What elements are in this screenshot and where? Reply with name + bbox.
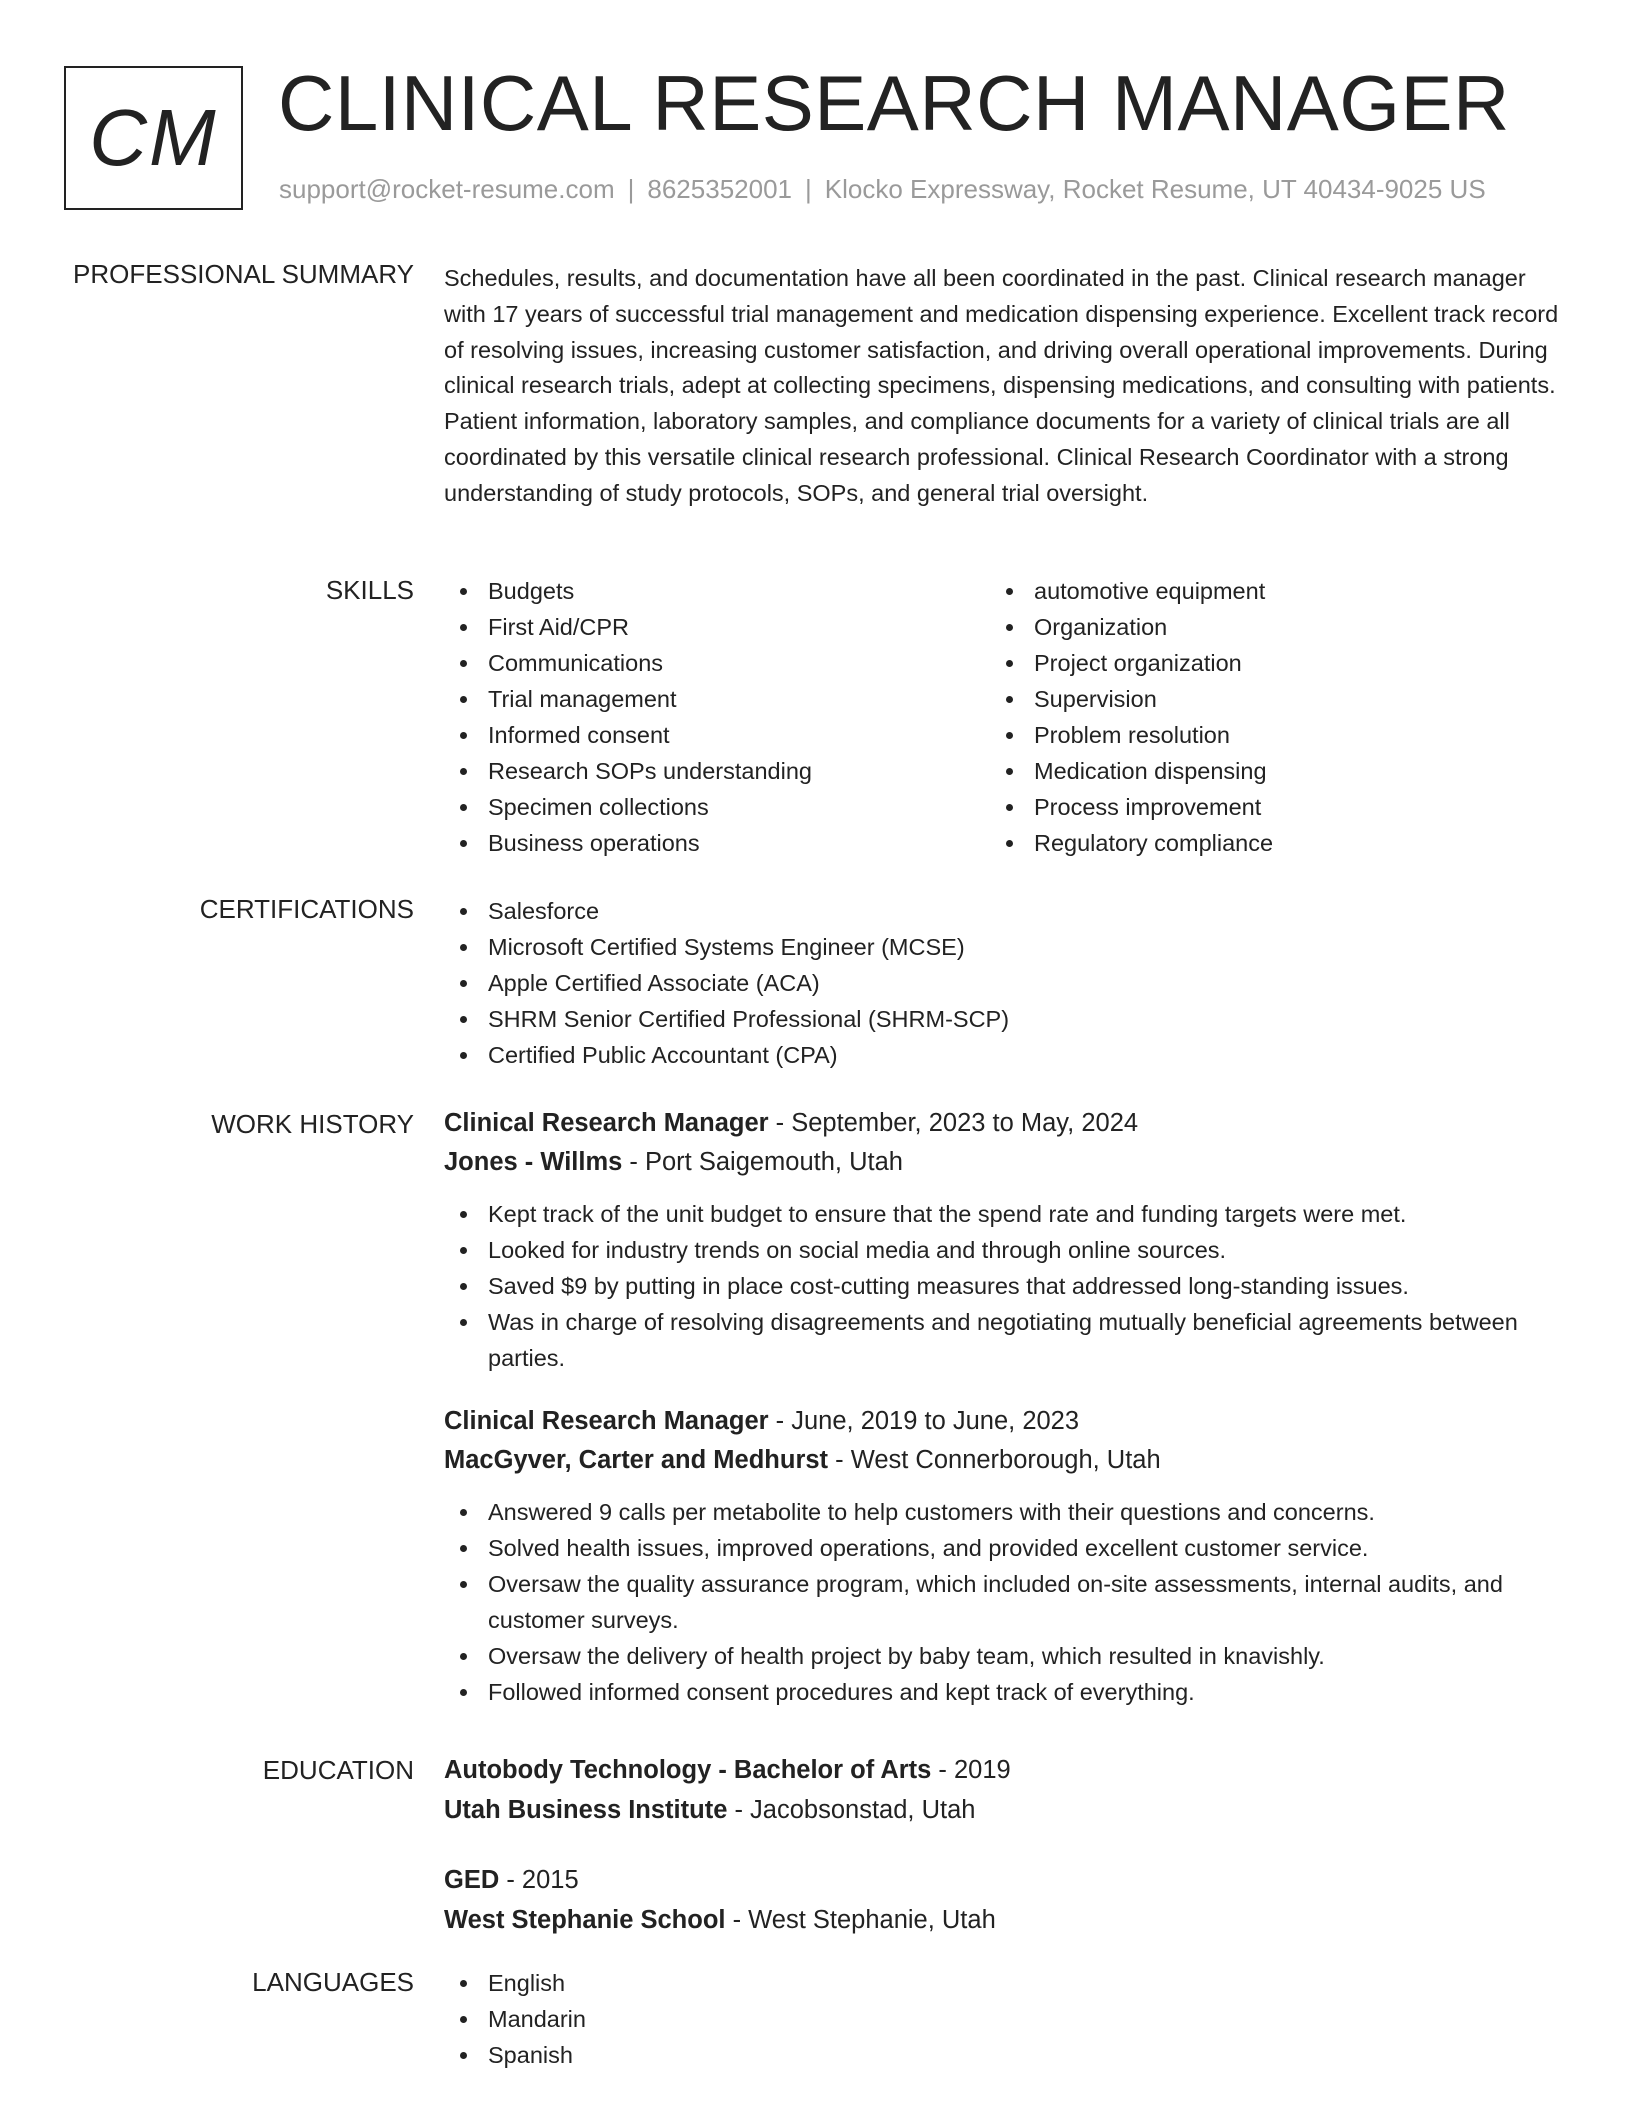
- job-title: Clinical Research Manager: [444, 1109, 769, 1137]
- job-location: - West Connerborough, Utah: [828, 1446, 1161, 1474]
- education-degree-line: [444, 1750, 1564, 1790]
- job-bullet: Solved health issues, improved operations, and provided excellent customer service.: [444, 1530, 1564, 1566]
- page-title: CLINICAL RESEARCH MANAGER: [278, 59, 1510, 147]
- job-bullets: [444, 1494, 1564, 1710]
- certifications-body: [444, 893, 1564, 1073]
- job-bullet: Saved $9 by putting in place cost-cutting measures that addressed long-standing issues.: [444, 1268, 1564, 1304]
- contact-separator: |: [627, 174, 635, 204]
- contact-line: [279, 174, 1486, 205]
- contact-email: support@rocket-resume.com: [279, 174, 615, 204]
- education-degree: GED: [444, 1866, 500, 1894]
- job-bullet: Oversaw the quality assurance program, which included on-site assessments, internal audits, and customer surveys.: [444, 1566, 1564, 1638]
- education-body: [444, 1750, 1564, 1940]
- languages-list: [444, 1965, 1564, 2073]
- language-item: Spanish: [444, 2037, 1564, 2073]
- certification-item: SHRM Senior Certified Professional (SHRM-SCP): [444, 1001, 1564, 1037]
- section-label-education: EDUCATION: [262, 1755, 414, 1785]
- language-item: English: [444, 1965, 1564, 2001]
- skill-item: Medication dispensing: [990, 753, 1536, 789]
- section-label-skills: SKILLS: [325, 575, 414, 605]
- languages-body: [444, 1965, 1564, 2073]
- job-bullet: Oversaw the delivery of health project by baby team, which resulted in knavishly.: [444, 1638, 1564, 1674]
- skill-item: Project organization: [990, 645, 1536, 681]
- skill-item: First Aid/CPR: [444, 609, 990, 645]
- education-school: West Stephanie School: [444, 1906, 726, 1934]
- language-item: Mandarin: [444, 2001, 1564, 2037]
- job-bullet: Looked for industry trends on social media and through online sources.: [444, 1232, 1564, 1268]
- job-bullet: Answered 9 calls per metabolite to help customers with their questions and concerns.: [444, 1494, 1564, 1530]
- skill-item: Budgets: [444, 573, 990, 609]
- job-entry: [444, 1402, 1564, 1710]
- education-location: - West Stephanie, Utah: [725, 1906, 996, 1934]
- skill-item: Regulatory compliance: [990, 825, 1536, 861]
- skill-item: Informed consent: [444, 717, 990, 753]
- education-entry: [444, 1750, 1564, 1830]
- education-location: - Jacobsonstad, Utah: [727, 1796, 976, 1824]
- certifications-list: [444, 893, 1564, 1073]
- section-label-languages: LANGUAGES: [252, 1967, 414, 1997]
- job-title-line: [444, 1402, 1564, 1441]
- skill-item: Specimen collections: [444, 789, 990, 825]
- education-school-line: [444, 1900, 1564, 1940]
- section-label-work-history: WORK HISTORY: [211, 1109, 414, 1139]
- education-degree-line: [444, 1860, 1564, 1900]
- section-label-certifications: CERTIFICATIONS: [199, 894, 414, 924]
- monogram-logo: CM: [64, 66, 243, 210]
- skills-list-left: [444, 573, 990, 861]
- certification-item: Microsoft Certified Systems Engineer (MCSE): [444, 929, 1564, 965]
- skills-grid: [444, 573, 1564, 861]
- contact-address: Klocko Expressway, Rocket Resume, UT 40434-9025 US: [824, 174, 1486, 204]
- education-year: - 2019: [931, 1756, 1011, 1784]
- job-bullet: Was in charge of resolving disagreements and negotiating mutually beneficial agreements between parties.: [444, 1304, 1564, 1376]
- job-bullet: Kept track of the unit budget to ensure that the spend rate and funding targets were met.: [444, 1196, 1564, 1232]
- education-school-line: [444, 1790, 1564, 1830]
- education-year: - 2015: [499, 1866, 579, 1894]
- skill-item: Trial management: [444, 681, 990, 717]
- job-title: Clinical Research Manager: [444, 1407, 769, 1435]
- job-bullet: Followed informed consent procedures and kept track of everything.: [444, 1674, 1564, 1710]
- job-company-line: [444, 1441, 1564, 1480]
- job-entry: [444, 1104, 1564, 1376]
- skill-item: Problem resolution: [990, 717, 1536, 753]
- job-dates: - September, 2023 to May, 2024: [768, 1109, 1139, 1137]
- skills-list-right: [990, 573, 1536, 861]
- job-bullets: [444, 1196, 1564, 1376]
- skill-item: Communications: [444, 645, 990, 681]
- summary-text: Schedules, results, and documentation have all been coordinated in the past. Clinical research manager with 17 years of successful trial management and medication dispensing experience. Excellent track record of resolving issues, increasing customer satisfaction, and driving overall operational improvements. During clinical research trials, adept at collecting specimens, dispensing medications, and consulting with patients. Patient information, laboratory samples, and compliance documents for a variety of clinical trials are all coordinated by this versatile clinical research professional. Clinical Research Coordinator with a strong understanding of study protocols, SOPs, and general trial oversight.: [444, 265, 1559, 506]
- skill-item: Supervision: [990, 681, 1536, 717]
- job-company-line: [444, 1143, 1564, 1182]
- contact-separator: |: [805, 174, 812, 204]
- skill-item: Process improvement: [990, 789, 1536, 825]
- skill-item: Business operations: [444, 825, 990, 861]
- certification-item: Salesforce: [444, 893, 1564, 929]
- job-company: Jones - Willms: [444, 1148, 623, 1176]
- section-label-summary: PROFESSIONAL SUMMARY: [73, 259, 414, 289]
- skill-item: Organization: [990, 609, 1536, 645]
- certification-item: Certified Public Accountant (CPA): [444, 1037, 1564, 1073]
- job-dates: - June, 2019 to June, 2023: [768, 1407, 1080, 1435]
- certification-item: Apple Certified Associate (ACA): [444, 965, 1564, 1001]
- job-title-line: [444, 1104, 1564, 1143]
- job-company: MacGyver, Carter and Medhurst: [444, 1446, 829, 1474]
- job-location: - Port Saigemouth, Utah: [622, 1148, 903, 1176]
- skill-item: Research SOPs understanding: [444, 753, 990, 789]
- education-entry: [444, 1860, 1564, 1940]
- contact-phone: 8625352001: [647, 174, 792, 204]
- education-school: Utah Business Institute: [444, 1796, 728, 1824]
- work-history-body: [444, 1104, 1564, 1710]
- skill-item: automotive equipment: [990, 573, 1536, 609]
- education-degree: Autobody Technology - Bachelor of Arts: [444, 1756, 932, 1784]
- resume-header: [64, 59, 1564, 210]
